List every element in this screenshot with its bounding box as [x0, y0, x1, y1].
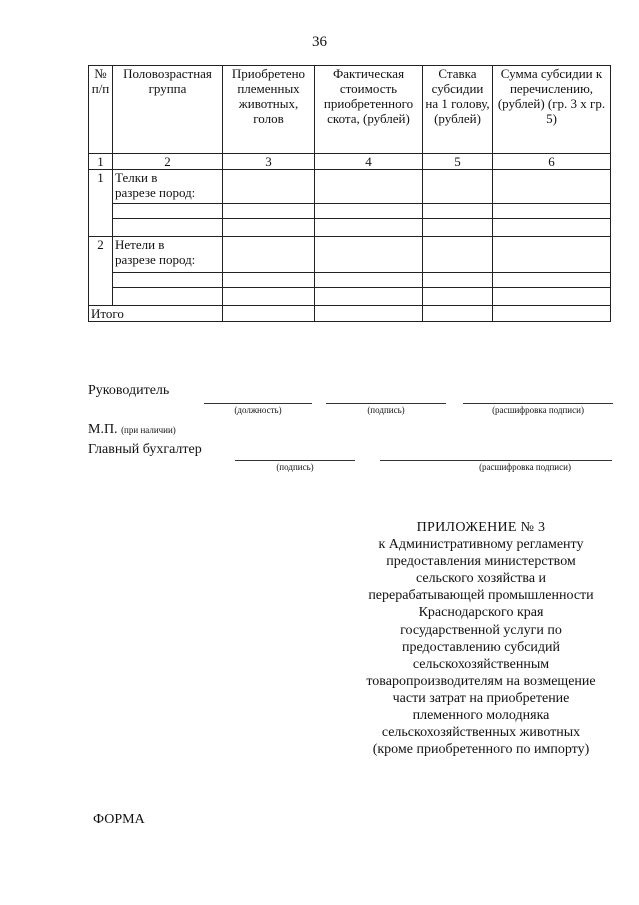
signature-caption: (подпись): [367, 405, 405, 415]
group-name: Нетели в: [115, 237, 165, 252]
table-cell: [113, 204, 223, 219]
appendix-line: товаропроизводителям на возмещение: [366, 673, 596, 689]
table-cell: [493, 170, 611, 204]
table-cell: [315, 237, 423, 273]
table-cell: [113, 288, 223, 306]
col-header-cost: Фактическая стоимость приобретенного скота, (рублей): [315, 66, 423, 154]
col-header-group: Половозрастная группа: [113, 66, 223, 154]
total-row: [89, 306, 611, 322]
appendix-line: племенного молодняка: [412, 708, 550, 724]
col-header-purchased: Приобретено племенных животных, голов: [223, 66, 315, 154]
col-header-rate: Ставка субсидии на 1 голову, (рублей): [423, 66, 493, 154]
appendix-line: части затрат на приобретение: [392, 690, 570, 706]
group-cell: [113, 237, 223, 273]
table-cell: [423, 273, 493, 288]
stamp-label: М.П.: [88, 422, 118, 437]
appendix-line: сельскохозяйственных животных: [381, 725, 581, 741]
table-cell: [423, 237, 493, 273]
col-number: 4: [315, 154, 423, 170]
appendix-line: сельскохозяйственным: [412, 656, 550, 672]
col-number: 6: [493, 154, 611, 170]
table-cell: [223, 237, 315, 273]
appendix-line: предоставлению субсидий: [401, 639, 561, 655]
position-caption: (должность): [234, 405, 282, 415]
appendix-line: сельского хозяйства и: [415, 571, 547, 587]
col-number: 1: [89, 154, 113, 170]
table-cell: [223, 219, 315, 237]
table-cell: [315, 306, 423, 322]
appendix-line: к Административному регламенту: [378, 537, 584, 553]
table-cell: [315, 170, 423, 204]
appendix-line: Краснодарского края: [418, 605, 544, 621]
head-position-line: [204, 403, 312, 404]
table-cell: [113, 219, 223, 237]
accountant-name-line: [380, 460, 612, 461]
table-cell: [493, 273, 611, 288]
table-cell: [423, 219, 493, 237]
head-name-line: [463, 403, 613, 404]
head-signature-line: [326, 403, 446, 404]
table-row: [89, 219, 611, 237]
page-number: 36: [312, 34, 327, 50]
col-header-sum: Сумма субсидии к перечислению, (рублей) (гр. 3 х гр. 5): [493, 66, 611, 154]
table-cell: [493, 306, 611, 322]
table-cell: [113, 273, 223, 288]
table-cell: [223, 306, 315, 322]
table-cell: [223, 170, 315, 204]
head-label: Руководитель: [88, 383, 170, 398]
row-index: 1: [89, 170, 113, 237]
group-cell: [113, 170, 223, 204]
table-cell: [423, 288, 493, 306]
appendix-line: предоставления министерством: [386, 554, 576, 570]
table-cell: [315, 219, 423, 237]
col-number: 2: [113, 154, 223, 170]
col-number: 3: [223, 154, 315, 170]
table-cell: [315, 204, 423, 219]
signature-caption: (подпись): [276, 462, 314, 472]
group-name: Телки в: [115, 170, 158, 185]
table-cell: [493, 219, 611, 237]
table-row: [89, 170, 611, 204]
col-header-number: № п/п: [89, 66, 113, 154]
accountant-signature-line: [235, 460, 355, 461]
name-caption: (расшифровка подписи): [492, 405, 584, 415]
stamp-note: (при наличии): [121, 425, 176, 435]
appendix-line: перерабатывающей промышленности: [368, 588, 594, 604]
table-cell: [493, 288, 611, 306]
table-cell: [493, 237, 611, 273]
table-cell: [315, 288, 423, 306]
col-number: 5: [423, 154, 493, 170]
group-breeds-label: разрезе пород:: [115, 185, 196, 200]
table-row: [89, 288, 611, 306]
subsidy-table: [88, 65, 611, 322]
group-breeds-label: разрезе пород:: [115, 252, 196, 267]
column-number-row: [89, 154, 611, 170]
table-row: [89, 204, 611, 219]
appendix-heading: [350, 519, 612, 758]
table-cell: [493, 204, 611, 219]
total-label: Итого: [89, 306, 223, 322]
appendix-title: ПРИЛОЖЕНИЕ № 3: [416, 520, 546, 535]
form-label: ФОРМА: [93, 812, 145, 827]
table-row: [89, 237, 611, 273]
table-cell: [223, 273, 315, 288]
table-cell: [423, 170, 493, 204]
accountant-label: Главный бухгалтер: [88, 442, 202, 457]
name-caption: (расшифровка подписи): [479, 462, 571, 472]
table-cell: [315, 273, 423, 288]
table-header-row: [89, 66, 611, 154]
table-cell: [223, 288, 315, 306]
table-row: [89, 273, 611, 288]
table-cell: [223, 204, 315, 219]
table-cell: [423, 306, 493, 322]
row-index: 2: [89, 237, 113, 306]
stamp-line: [88, 422, 176, 438]
table-cell: [423, 204, 493, 219]
appendix-line: государственной услуги по: [400, 622, 562, 638]
appendix-line: (кроме приобретенного по импорту): [372, 742, 590, 758]
